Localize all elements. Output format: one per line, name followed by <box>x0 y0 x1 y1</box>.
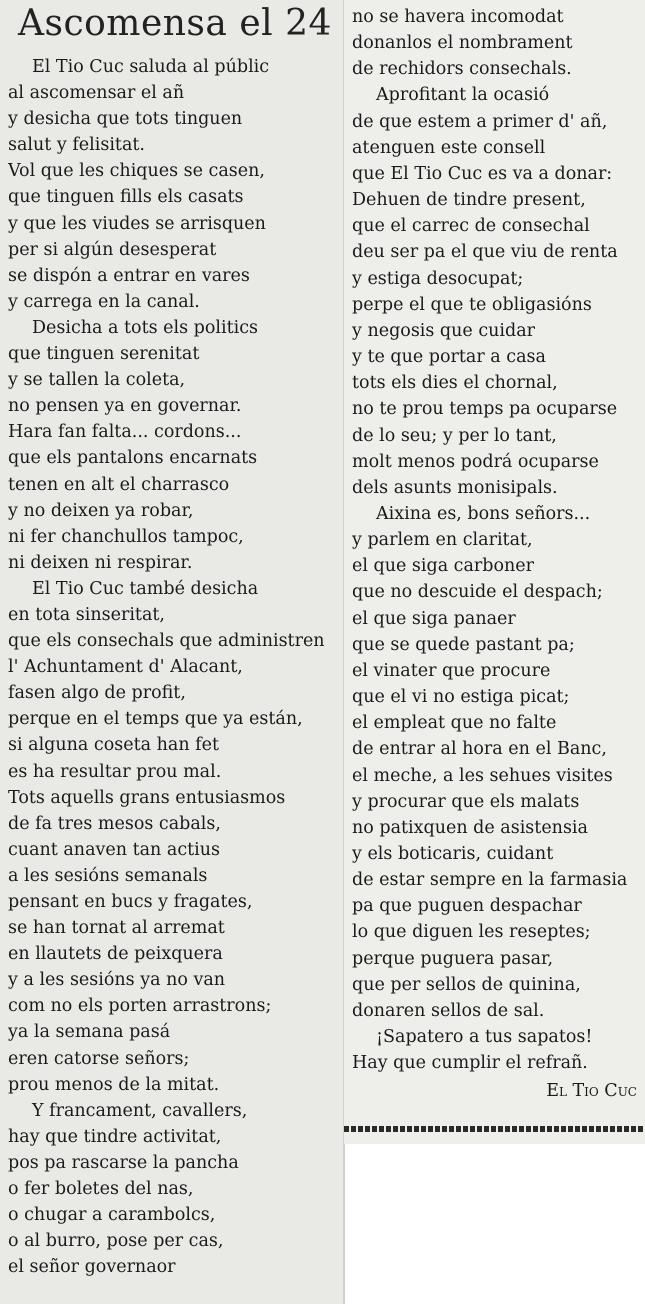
poem-line: es ha resultar prou mal. <box>8 761 222 782</box>
poem-line: donanlos el nombrament <box>352 33 573 54</box>
poem-line: pa que puguen despachar <box>352 896 582 917</box>
poem-line: Y francament, cavallers, <box>32 1100 248 1121</box>
poem-line: al ascomensar el añ <box>8 83 185 104</box>
poem-line: que no descuide el despach; <box>352 582 603 603</box>
poem-line: no pensen ya en governar. <box>8 396 242 417</box>
poem-line: que el carrec de consechal <box>352 216 590 237</box>
poem-line: si alguna coseta han fet <box>8 735 220 756</box>
poem-line: de que estem a primer d' añ, <box>352 111 608 132</box>
poem-line: El Tio Cuc saluda al públic <box>32 57 270 77</box>
poem-line: que tinguen serenitat <box>8 344 200 365</box>
poem-line: de estar sempre en la farmasia <box>352 870 628 891</box>
article-title: Ascomensa el 24 <box>18 3 332 44</box>
poem-line: o fer boletes del nas, <box>8 1179 194 1200</box>
poem-line: ni fer chanchullos tampoc, <box>8 526 244 547</box>
right-column-body <box>352 4 641 1076</box>
poem-line: cuant anaven tan actius <box>8 839 220 860</box>
poem-line: lo que diguen les reseptes; <box>352 922 591 943</box>
poem-line: Hara fan falta... cordons... <box>8 422 242 443</box>
poem-line: fasen algo de profit, <box>8 683 186 704</box>
poem-line: salut y felisitat. <box>8 135 145 156</box>
poem-line: o chugar a carambolcs, <box>8 1205 216 1226</box>
poem-line: y te que portar a casa <box>352 347 546 368</box>
poem-line: de rechidors consechals. <box>352 59 572 80</box>
poem-line: que tinguen fills els casats <box>8 187 244 208</box>
poem-line: Tots aquells grans entusiasmos <box>8 787 286 808</box>
poem-line: en tota sinseritat, <box>8 604 165 625</box>
poem-line: hay que tindre activitat, <box>8 1126 222 1147</box>
poem-line: pos pa rascarse la pancha <box>8 1152 239 1173</box>
poem-line: el que siga carboner <box>352 556 535 577</box>
poem-line: y que les viudes se arrisquen <box>8 213 266 234</box>
poem-line: perpe el que te obligasións <box>352 294 592 315</box>
poem-line: Aixina es, bons señors... <box>376 503 591 524</box>
poem-line: o al burro, pose per cas, <box>8 1231 224 1252</box>
poem-line: Aprofitant la ocasió <box>376 85 550 106</box>
poem-line: Vol que les chiques se casen, <box>8 161 265 182</box>
poem-line: no te prou temps pa ocuparse <box>352 399 618 420</box>
poem-line: perque en el temps que ya están, <box>8 709 303 730</box>
poem-line: ¡Sapatero a tus sapatos! <box>376 1027 593 1048</box>
left-column-body <box>8 54 340 1280</box>
poem-line: no patixquen de asistensia <box>352 817 588 838</box>
poem-line: Dehuen de tindre present, <box>352 190 586 211</box>
poem-line: ya la semana pasá <box>8 1022 171 1043</box>
poem-line: pensant en bucs y fragates, <box>8 892 253 912</box>
closing-rule <box>344 1126 645 1132</box>
poem-line: y parlem en claritat, <box>352 530 533 551</box>
poem-line: y a les sesións ya no van <box>8 970 226 991</box>
poem-line: el que siga panaer <box>352 608 516 629</box>
poem-line: que els consechals que administren <box>8 631 325 652</box>
poem-line: y carrega en la canal. <box>8 291 200 312</box>
poem-line: dels asunts monisipals. <box>352 477 558 498</box>
poem-line: y els boticaris, cuidant <box>352 844 554 864</box>
poem-line: en llautets de peixquera <box>8 944 223 965</box>
poem-line: prou menos de la mitat. <box>8 1074 220 1095</box>
poem-line: perque puguera pasar, <box>352 948 554 969</box>
poem-line: per si algún desesperat <box>8 239 217 260</box>
poem-line: no se havera incomodat <box>352 7 564 27</box>
poem-line: tots els dies el chornal, <box>352 373 558 394</box>
poem-line: Desicha a tots els politics <box>32 317 259 338</box>
poem-line: molt menos podrá ocuparse <box>352 451 599 472</box>
poem-line: y se tallen la coleta, <box>8 370 186 391</box>
poem-line: atenguen este consell <box>352 137 546 158</box>
poem-line: que El Tio Cuc es va a donar: <box>352 163 613 184</box>
poem-line: eren catorse señors; <box>8 1048 190 1069</box>
poem-line: ni deixen ni respirar. <box>8 552 193 573</box>
poem-line: Hay que cumplir el refrañ. <box>352 1053 588 1074</box>
poem-line: y negosis que cuidar <box>352 320 535 341</box>
poem-line: a les sesións semanals <box>8 865 208 886</box>
poem-line: y desicha que tots tinguen <box>8 109 243 130</box>
signature: El Tio Cuc <box>546 1081 637 1102</box>
poem-line: El Tio Cuc també desicha <box>32 578 259 599</box>
poem-line: com no els porten arrastrons; <box>8 996 272 1017</box>
poem-line: el vinater que procure <box>352 660 551 681</box>
poem-line: que per sellos de quinina, <box>352 974 581 995</box>
poem-line: l' Achuntament d' Alacant, <box>8 657 243 678</box>
poem-line: deu ser pa el que viu de renta <box>352 242 618 263</box>
poem-line: y estiga desocupat; <box>352 268 524 289</box>
poem-line: se dispón a entrar en vares <box>8 265 250 286</box>
poem-line: el señor governaor <box>8 1257 176 1278</box>
right-column <box>344 0 645 1144</box>
poem-line: se han tornat al arremat <box>8 918 225 939</box>
poem-line: el meche, a les sehues visites <box>352 765 613 786</box>
poem-line: donaren sellos de sal. <box>352 1000 545 1021</box>
poem-line: el empleat que no falte <box>352 713 557 734</box>
poem-line: que els pantalons encarnats <box>8 448 258 469</box>
poem-line: y procurar que els malats <box>352 791 580 812</box>
poem-line: que el vi no estiga picat; <box>352 687 570 708</box>
poem-line: de fa tres mesos cabals, <box>8 813 221 834</box>
poem-line: tenen en alt el charrasco <box>8 474 230 495</box>
poem-line: de entrar al hora en el Banc, <box>352 739 607 760</box>
poem-line: de lo seu; y per lo tant, <box>352 425 557 446</box>
poem-line: y no deixen ya robar, <box>8 500 194 521</box>
poem-line: que se quede pastant pa; <box>352 634 575 655</box>
